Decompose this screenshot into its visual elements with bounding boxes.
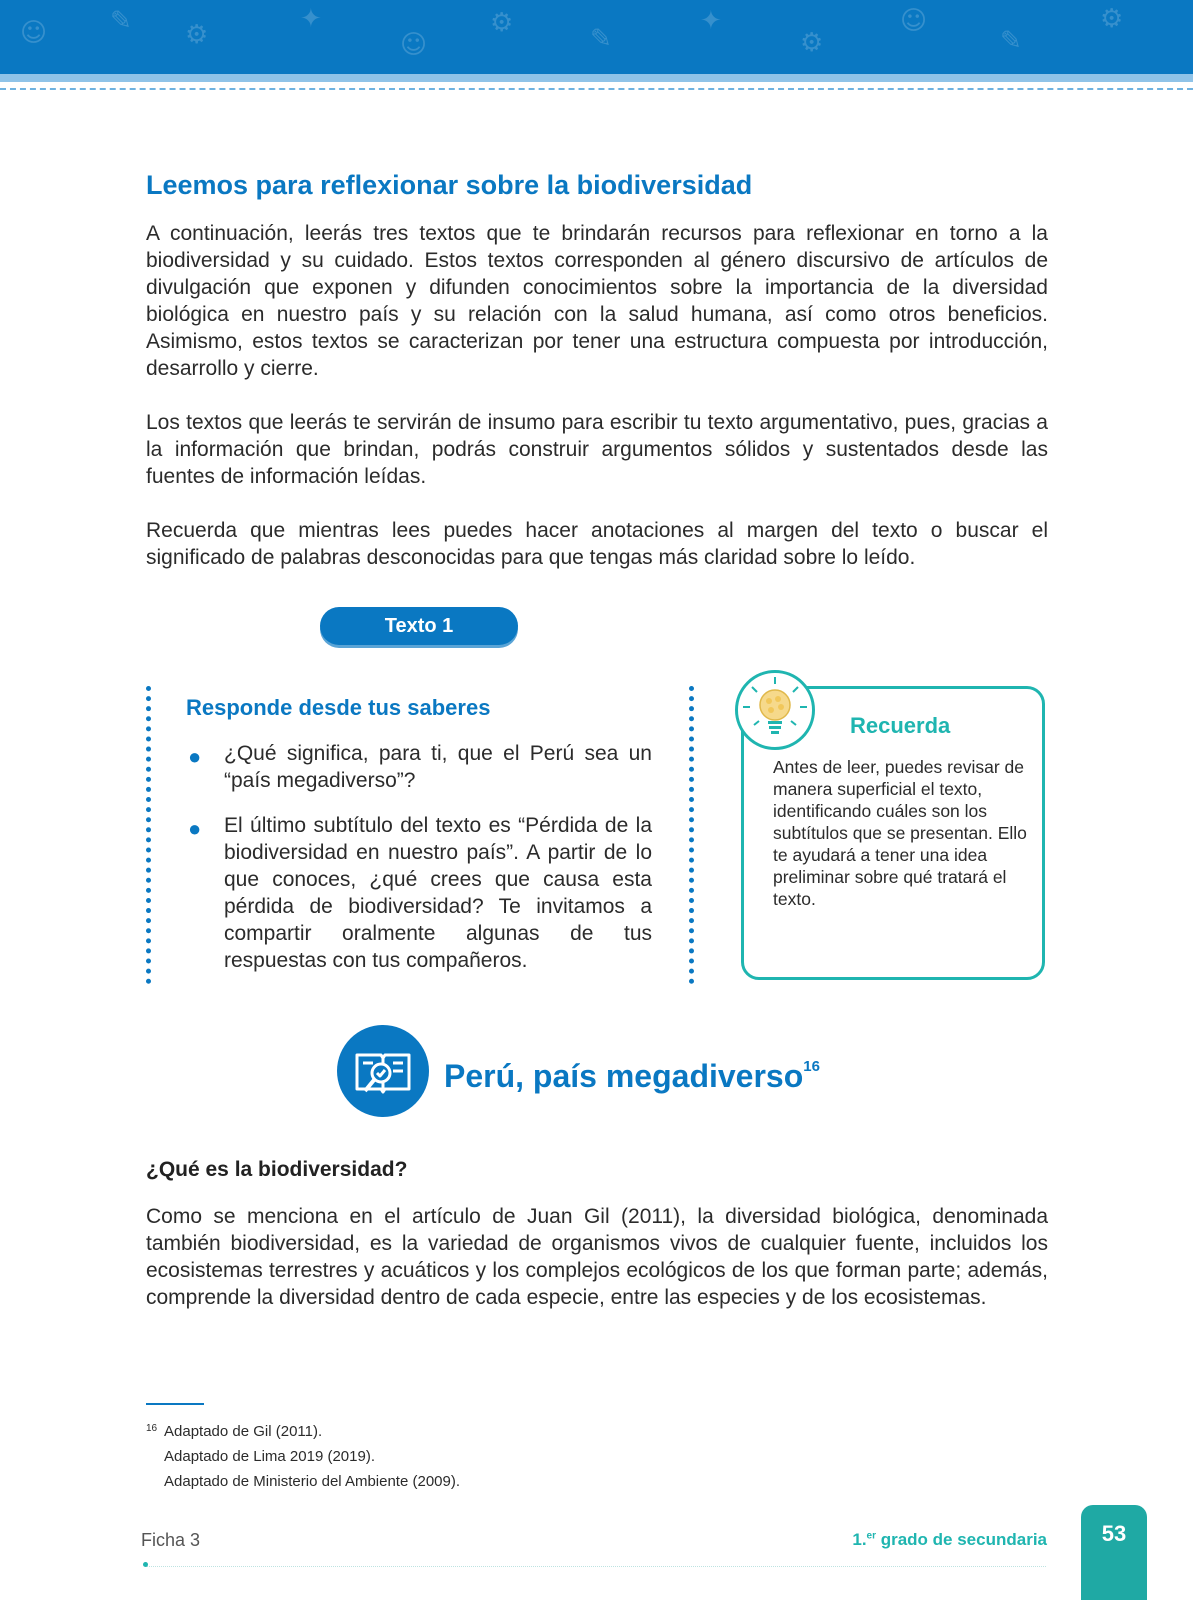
doodle-icon: ☺ [900,6,928,36]
doodle-icon: ☺ [400,30,428,60]
footnote-ref: 16 [803,1058,820,1076]
text-label-pill: Texto 1 [320,607,518,645]
header-banner [0,0,1193,74]
footnote-line: Adaptado de Ministerio del Ambiente (2009). [164,1473,461,1490]
list-item [186,812,652,974]
doodle-icon: ⚙ [490,8,514,38]
doodle-icon: ✦ [700,6,722,36]
book-search-icon [337,1025,429,1117]
recuerda-title: Recuerda [850,713,951,738]
bullet-icon: ● [188,744,202,769]
footnote-line: Adaptado de Gil (2011). [164,1423,323,1440]
article-paragraph: Como se menciona en el artículo de Juan Gil (2011), la diversidad biológica, denominada también biodiversidad, es la variedad de organismos vivos de cualquier fuente, incluidos los ecosistemas terrestres y acuáticos y los complejos ecológicos de los que forman parte; además, comprende la diversidad dentro de cada especie, entre las especies y de los ecosistemas. [146,1205,1048,1309]
list-item-text: ¿Qué significa, para ti, que el Perú sea un “país megadiverso”? [224,742,652,792]
doodle-icon: ✎ [1000,26,1022,56]
dotted-divider-right [689,686,694,984]
saberes-title: Responde desde tus saberes [186,695,491,720]
page-number: 53 [1081,1505,1147,1600]
bullet-icon: ● [188,816,202,841]
recuerda-text: Antes de leer, puedes revisar de manera superficial el texto, identificando cuáles son los subtítulos que se presentan. Ello te ayudará a tener una idea preliminar sobre qué tratará el texto. [773,757,1027,909]
doodle-icon: ☺ [20,18,48,48]
footnotes [146,1416,460,1494]
doodle-icon: ✎ [110,6,132,36]
doodle-icon: ✎ [590,24,612,54]
doodle-icon: ⚙ [800,28,824,58]
article-subtitle: ¿Qué es la biodiversidad? [146,1158,408,1181]
footer-ficha: Ficha 3 [141,1530,201,1550]
section-title: Leemos para reflexionar sobre la biodiversidad [146,170,753,200]
footnote-number: 16 [146,1423,158,1434]
lightbulb-icon [735,670,815,750]
header-stripe [0,74,1193,82]
doodle-icon: ⚙ [1100,4,1124,34]
article-title-text: Perú, país megadiverso [444,1058,804,1094]
intro-paragraph-2: Los textos que leerás te servirán de insumo para escribir tu texto argumentativo, pues, gracias a la información que brindan, podrás construir argumentos sólidos y sustentados desde las fuentes de información leídas. [146,411,1048,488]
article-title [444,1058,820,1095]
doodle-icon: ⚙ [185,20,209,50]
footnote-rule [146,1403,204,1405]
footer-grade-prefix: 1. [852,1530,867,1549]
footer-dot [143,1562,148,1567]
list-item-text: El último subtítulo del texto es “Pérdida de la biodiversidad en nuestro país”. A partir de lo que conoces, ¿qué crees que causa esta pérdida de biodiversidad? Te invitamos a compartir oralmente algunas de tus respuestas con tus compañeros. [224,814,652,972]
footer-grade [852,1530,1047,1550]
footer-grade-suffix: grado de secundaria [876,1530,1047,1549]
saberes-list [186,740,652,992]
intro-paragraph-3: Recuerda que mientras lees puedes hacer anotaciones al margen del texto o buscar el significado de palabras desconocidas para que tengas más claridad sobre lo leído. [146,519,1048,569]
intro-paragraph-1: A continuación, leerás tres textos que te brindarán recursos para reflexionar en torno a la biodiversidad y su cuidado. Estos textos corresponden al género discursivo de artículos de divulgación que exponen y difunden conocimientos sobre la importancia de la diversidad biológica en nuestro país y su relación con la salud humana, así como otros beneficios. Asimismo, estos textos se caracterizan por tener una estructura compuesta por introducción, desarrollo y cierre. [146,222,1048,380]
dotted-divider-left [146,686,151,984]
footnote-line: Adaptado de Lima 2019 (2019). [164,1448,375,1465]
footer-divider [146,1566,1046,1567]
footer-grade-sup: er [866,1530,876,1542]
doodle-icon: ✦ [300,4,322,34]
header-dashed-divider [0,88,1193,90]
list-item [186,740,652,794]
